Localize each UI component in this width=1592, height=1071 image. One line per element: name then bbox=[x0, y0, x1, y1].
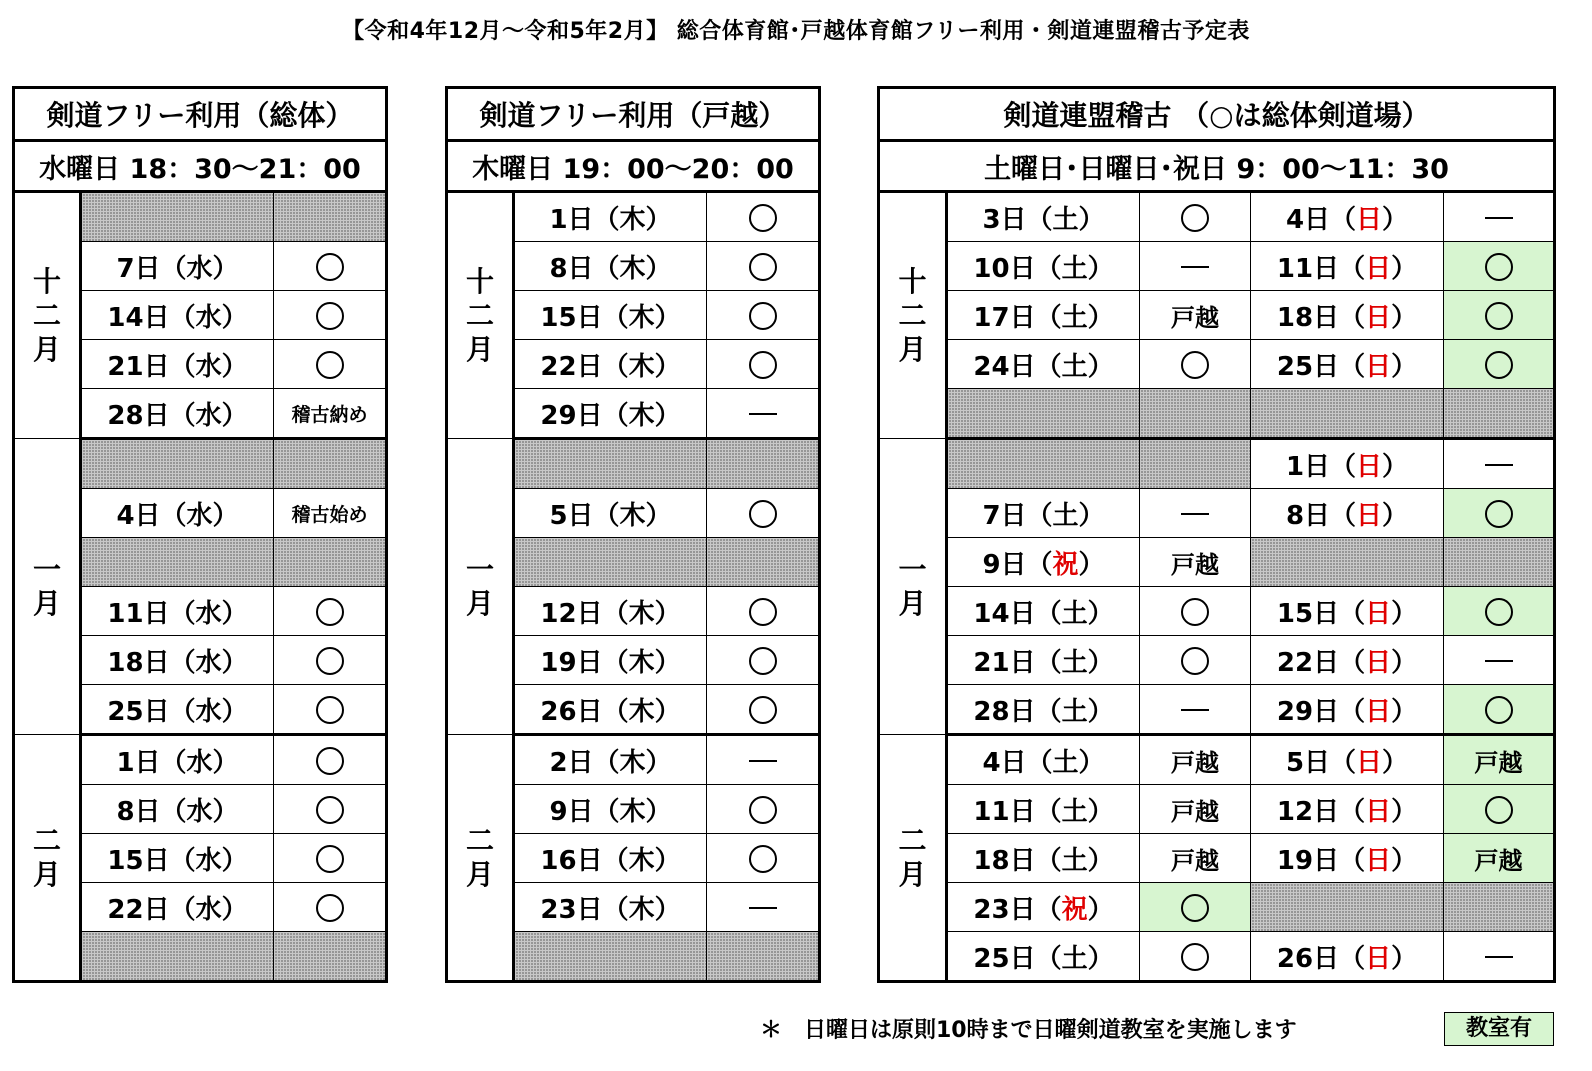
dash-mark bbox=[749, 413, 777, 415]
circle-mark bbox=[1485, 696, 1513, 724]
date-cell: 9日（木） bbox=[514, 785, 707, 834]
status-cell bbox=[274, 636, 387, 685]
table-header: 剣道連盟稽古 （○は総体剣道場） bbox=[879, 88, 1555, 141]
circle-mark bbox=[749, 500, 777, 528]
month-label: 二 月 bbox=[447, 735, 514, 982]
circle-mark bbox=[1181, 351, 1209, 379]
date-cell: 4日（水） bbox=[81, 489, 274, 538]
table-row bbox=[447, 192, 820, 242]
status-cell bbox=[707, 242, 820, 291]
status-cell bbox=[707, 883, 820, 932]
status-cell bbox=[1140, 636, 1251, 685]
status-cell bbox=[1140, 340, 1251, 389]
date-cell: 8日（水） bbox=[81, 785, 274, 834]
kendo-federation-practice-table bbox=[877, 86, 1556, 983]
status-cell bbox=[1444, 439, 1555, 489]
status-cell bbox=[707, 538, 820, 587]
table-row bbox=[14, 192, 387, 242]
month-label: 一 月 bbox=[879, 439, 947, 735]
status-cell: 稽古始め bbox=[274, 489, 387, 538]
circle-mark bbox=[1485, 253, 1513, 281]
circle-mark bbox=[1485, 598, 1513, 626]
circle-mark bbox=[316, 647, 344, 675]
status-cell bbox=[707, 587, 820, 636]
date-cell: 15日（日） bbox=[1251, 587, 1444, 636]
page-title: 【令和4年12月～令和5年2月】 総合体育館･戸越体育館フリー利用・剣道連盟稽古予定表 bbox=[342, 19, 1250, 44]
dash-mark bbox=[1181, 266, 1209, 268]
date-cell: 17日（土） bbox=[947, 291, 1140, 340]
status-cell bbox=[707, 834, 820, 883]
status-cell bbox=[274, 538, 387, 587]
date-cell: 5日（日） bbox=[1251, 735, 1444, 785]
date-cell: 19日（木） bbox=[514, 636, 707, 685]
status-cell bbox=[1444, 587, 1555, 636]
circle-mark bbox=[749, 647, 777, 675]
circle-mark bbox=[316, 696, 344, 724]
table-row bbox=[447, 735, 820, 785]
circle-mark bbox=[316, 845, 344, 873]
date-cell: 22日（木） bbox=[514, 340, 707, 389]
date-cell: 4日（日） bbox=[1251, 192, 1444, 242]
date-cell: 23日（祝） bbox=[947, 883, 1140, 932]
circle-mark bbox=[316, 894, 344, 922]
month-label: 十 二 月 bbox=[14, 192, 81, 439]
date-cell: 24日（土） bbox=[947, 340, 1140, 389]
status-cell bbox=[274, 291, 387, 340]
date-cell: 14日（土） bbox=[947, 587, 1140, 636]
date-cell: 25日（土） bbox=[947, 932, 1140, 982]
status-cell bbox=[274, 439, 387, 489]
table-row bbox=[879, 340, 1555, 389]
month-label: 二 月 bbox=[14, 735, 81, 982]
status-cell bbox=[1444, 291, 1555, 340]
date-cell bbox=[514, 538, 707, 587]
status-cell bbox=[274, 883, 387, 932]
month-label: 十 二 月 bbox=[879, 192, 947, 439]
status-cell bbox=[274, 785, 387, 834]
circle-mark bbox=[749, 204, 777, 232]
date-cell: 25日（水） bbox=[81, 685, 274, 735]
date-cell: 21日（土） bbox=[947, 636, 1140, 685]
circle-mark bbox=[749, 351, 777, 379]
date-cell: 5日（木） bbox=[514, 489, 707, 538]
time-row: 木曜日 19：00～20：00 bbox=[447, 141, 820, 192]
status-cell: 戸越 bbox=[1140, 735, 1251, 785]
status-cell bbox=[1444, 340, 1555, 389]
dash-mark bbox=[1485, 217, 1513, 219]
circle-mark bbox=[1485, 351, 1513, 379]
circle-mark bbox=[749, 696, 777, 724]
status-cell bbox=[274, 834, 387, 883]
shaded-cell bbox=[1140, 439, 1251, 489]
date-cell: 11日（水） bbox=[81, 587, 274, 636]
time-row: 水曜日 18：30～21：00 bbox=[14, 141, 387, 192]
date-cell: 22日（水） bbox=[81, 883, 274, 932]
shaded-cell bbox=[1444, 883, 1555, 932]
circle-mark bbox=[1485, 500, 1513, 528]
date-cell: 18日（土） bbox=[947, 834, 1140, 883]
date-cell: 1日（日） bbox=[1251, 439, 1444, 489]
table-row bbox=[14, 735, 387, 785]
date-cell: 11日（日） bbox=[1251, 242, 1444, 291]
status-cell bbox=[707, 636, 820, 685]
status-cell bbox=[274, 340, 387, 389]
status-cell bbox=[707, 439, 820, 489]
shaded-cell bbox=[1444, 389, 1555, 439]
status-cell bbox=[1140, 932, 1251, 982]
circle-mark bbox=[1181, 204, 1209, 232]
table-row bbox=[879, 834, 1555, 883]
status-cell: 戸越 bbox=[1444, 735, 1555, 785]
status-cell bbox=[274, 242, 387, 291]
date-cell: 10日（土） bbox=[947, 242, 1140, 291]
status-cell bbox=[1140, 242, 1251, 291]
circle-mark bbox=[749, 253, 777, 281]
date-cell: 7日（水） bbox=[81, 242, 274, 291]
dash-mark bbox=[1485, 956, 1513, 958]
date-cell: 7日（土） bbox=[947, 489, 1140, 538]
table-row bbox=[879, 587, 1555, 636]
status-cell bbox=[707, 340, 820, 389]
circle-mark bbox=[1485, 796, 1513, 824]
date-cell bbox=[81, 439, 274, 489]
date-cell: 12日（木） bbox=[514, 587, 707, 636]
table-row bbox=[879, 636, 1555, 685]
table-row bbox=[879, 735, 1555, 785]
date-cell: 1日（木） bbox=[514, 192, 707, 242]
date-cell bbox=[81, 538, 274, 587]
date-cell: 14日（水） bbox=[81, 291, 274, 340]
date-cell: 11日（土） bbox=[947, 785, 1140, 834]
status-cell bbox=[274, 932, 387, 982]
date-cell: 21日（水） bbox=[81, 340, 274, 389]
status-cell: 戸越 bbox=[1140, 291, 1251, 340]
status-cell bbox=[707, 192, 820, 242]
date-cell: 29日（木） bbox=[514, 389, 707, 439]
status-cell bbox=[274, 685, 387, 735]
circle-mark bbox=[316, 747, 344, 775]
status-cell bbox=[274, 192, 387, 242]
status-cell: 稽古納め bbox=[274, 389, 387, 439]
status-cell bbox=[707, 291, 820, 340]
date-cell: 26日（木） bbox=[514, 685, 707, 735]
date-cell: 23日（木） bbox=[514, 883, 707, 932]
legend-class-available: 教室有 bbox=[1444, 1012, 1554, 1046]
date-cell bbox=[81, 192, 274, 242]
dash-mark bbox=[749, 907, 777, 909]
circle-mark bbox=[749, 845, 777, 873]
circle-mark bbox=[1485, 302, 1513, 330]
month-label: 一 月 bbox=[14, 439, 81, 735]
table-row bbox=[879, 685, 1555, 735]
table-header: 剣道フリー利用（総体） bbox=[14, 88, 387, 141]
table-row bbox=[879, 439, 1555, 489]
date-cell: 15日（木） bbox=[514, 291, 707, 340]
circle-mark bbox=[1181, 943, 1209, 971]
date-cell: 28日（水） bbox=[81, 389, 274, 439]
status-cell: 戸越 bbox=[1140, 538, 1251, 587]
date-cell: 9日（祝） bbox=[947, 538, 1140, 587]
shaded-cell bbox=[947, 439, 1140, 489]
date-cell: 26日（日） bbox=[1251, 932, 1444, 982]
table-row bbox=[879, 785, 1555, 834]
month-label: 十 二 月 bbox=[447, 192, 514, 439]
shaded-cell bbox=[947, 389, 1140, 439]
shaded-cell bbox=[1140, 389, 1251, 439]
date-cell: 22日（日） bbox=[1251, 636, 1444, 685]
status-cell bbox=[707, 685, 820, 735]
date-cell: 15日（水） bbox=[81, 834, 274, 883]
date-cell: 16日（木） bbox=[514, 834, 707, 883]
date-cell: 1日（水） bbox=[81, 735, 274, 785]
kendo-free-togoshi-table bbox=[445, 86, 821, 983]
status-cell bbox=[274, 735, 387, 785]
circle-mark bbox=[316, 351, 344, 379]
dash-mark bbox=[1181, 709, 1209, 711]
circle-mark bbox=[1181, 598, 1209, 626]
status-cell bbox=[707, 932, 820, 982]
date-cell bbox=[514, 439, 707, 489]
date-cell: 19日（日） bbox=[1251, 834, 1444, 883]
status-cell bbox=[707, 735, 820, 785]
table-row bbox=[14, 439, 387, 489]
status-cell: 戸越 bbox=[1444, 834, 1555, 883]
table-row bbox=[879, 489, 1555, 538]
status-cell bbox=[707, 785, 820, 834]
date-cell bbox=[81, 932, 274, 982]
dash-mark bbox=[749, 760, 777, 762]
date-cell: 12日（日） bbox=[1251, 785, 1444, 834]
status-cell bbox=[707, 489, 820, 538]
status-cell bbox=[1140, 489, 1251, 538]
table-row bbox=[879, 538, 1555, 587]
table-row bbox=[879, 389, 1555, 439]
circle-mark bbox=[749, 302, 777, 330]
status-cell bbox=[1444, 685, 1555, 735]
status-cell bbox=[1444, 785, 1555, 834]
status-cell bbox=[1140, 685, 1251, 735]
date-cell: 28日（土） bbox=[947, 685, 1140, 735]
circle-mark bbox=[316, 253, 344, 281]
month-label: 二 月 bbox=[879, 735, 947, 982]
date-cell: 25日（日） bbox=[1251, 340, 1444, 389]
circle-mark bbox=[1181, 894, 1209, 922]
dash-mark bbox=[1485, 464, 1513, 466]
status-cell bbox=[1140, 883, 1251, 932]
table-row bbox=[879, 932, 1555, 982]
circle-mark bbox=[316, 598, 344, 626]
status-cell bbox=[1444, 242, 1555, 291]
shaded-cell bbox=[1251, 883, 1444, 932]
date-cell: 8日（日） bbox=[1251, 489, 1444, 538]
date-cell: 18日（水） bbox=[81, 636, 274, 685]
table-row bbox=[447, 439, 820, 489]
status-cell bbox=[1444, 932, 1555, 982]
table-row bbox=[879, 192, 1555, 242]
date-cell: 18日（日） bbox=[1251, 291, 1444, 340]
dash-mark bbox=[1485, 660, 1513, 662]
dash-mark bbox=[1181, 513, 1209, 515]
date-cell bbox=[514, 932, 707, 982]
date-cell: 29日（日） bbox=[1251, 685, 1444, 735]
footnote: ＊ 日曜日は原則10時まで日曜剣道教室を実施します bbox=[760, 1018, 1297, 1043]
status-cell: 戸越 bbox=[1140, 834, 1251, 883]
shaded-cell bbox=[1251, 538, 1444, 587]
status-cell bbox=[707, 389, 820, 439]
circle-mark bbox=[749, 598, 777, 626]
status-cell bbox=[1140, 587, 1251, 636]
circle-mark bbox=[316, 302, 344, 330]
table-row bbox=[879, 883, 1555, 932]
time-row: 土曜日･日曜日･祝日 9：00～11：30 bbox=[879, 141, 1555, 192]
table-row bbox=[879, 291, 1555, 340]
date-cell: 2日（木） bbox=[514, 735, 707, 785]
status-cell bbox=[1444, 192, 1555, 242]
date-cell: 8日（木） bbox=[514, 242, 707, 291]
shaded-cell bbox=[1444, 538, 1555, 587]
status-cell bbox=[1140, 192, 1251, 242]
date-cell: 3日（土） bbox=[947, 192, 1140, 242]
circle-mark bbox=[1181, 647, 1209, 675]
table-header: 剣道フリー利用（戸越） bbox=[447, 88, 820, 141]
status-cell bbox=[1444, 489, 1555, 538]
month-label: 一 月 bbox=[447, 439, 514, 735]
status-cell bbox=[1444, 636, 1555, 685]
status-cell bbox=[274, 587, 387, 636]
circle-mark bbox=[316, 796, 344, 824]
kendo-free-soutai-table bbox=[12, 86, 388, 983]
shaded-cell bbox=[1251, 389, 1444, 439]
date-cell: 4日（土） bbox=[947, 735, 1140, 785]
status-cell: 戸越 bbox=[1140, 785, 1251, 834]
table-row bbox=[879, 242, 1555, 291]
circle-mark bbox=[749, 796, 777, 824]
